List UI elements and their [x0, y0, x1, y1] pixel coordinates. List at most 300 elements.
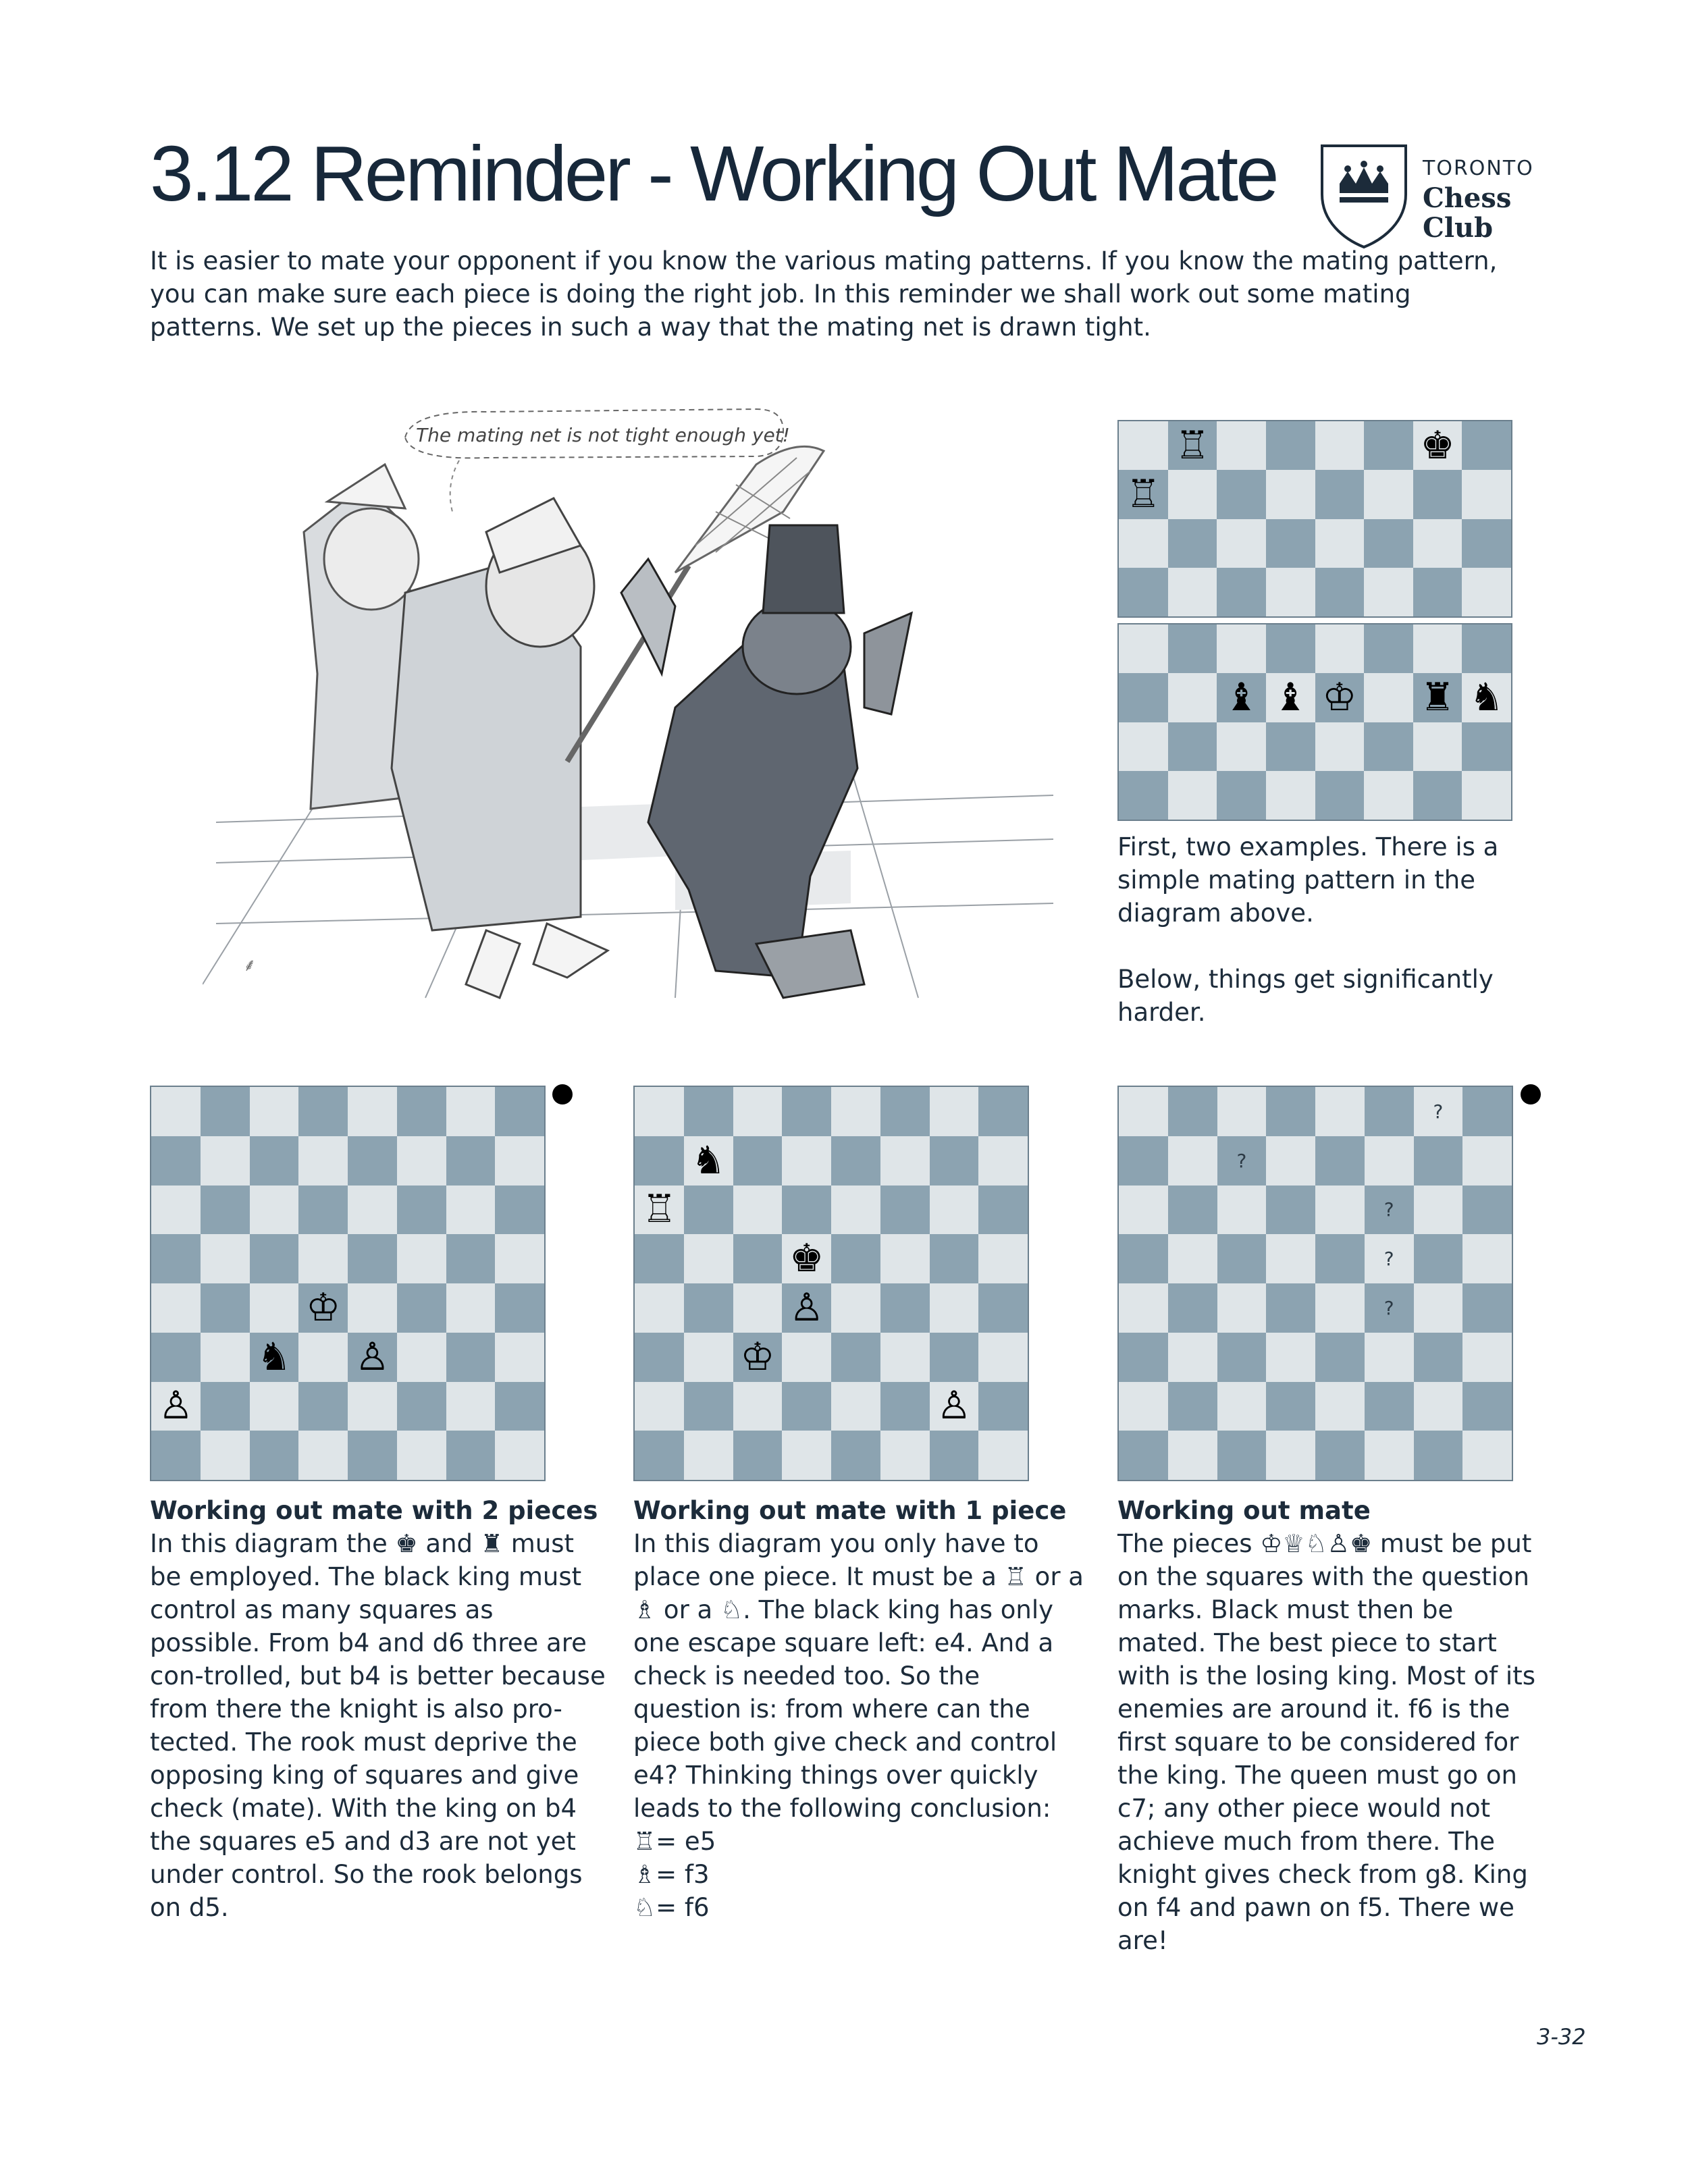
board-square	[930, 1431, 979, 1480]
board-square	[880, 1431, 930, 1480]
board-square	[1266, 421, 1315, 470]
board-square	[684, 1087, 733, 1136]
board-square	[1119, 624, 1168, 673]
board-square	[1168, 1234, 1217, 1283]
board-square	[831, 1186, 880, 1235]
board-square	[1217, 1431, 1267, 1480]
board-square	[1119, 519, 1168, 568]
board-square	[201, 1333, 250, 1382]
board-square	[1119, 421, 1168, 470]
black-bishop-icon: ♝	[1273, 674, 1308, 720]
board-square	[495, 1283, 544, 1333]
white-rook-icon: ♖	[1126, 471, 1161, 516]
white-bishop-icon: ♗	[633, 1860, 656, 1889]
board-square	[446, 1382, 496, 1431]
board-square	[978, 1283, 1028, 1333]
marker-dot	[552, 1084, 573, 1104]
column-heading: Working out mate with 1 piece	[633, 1496, 1067, 1525]
board-square	[1217, 1186, 1267, 1235]
board-square	[1119, 1234, 1168, 1283]
board-square	[151, 1382, 201, 1431]
board-square	[1266, 470, 1315, 518]
board-square	[298, 1087, 348, 1136]
board-square	[1168, 1136, 1217, 1186]
board-square	[1119, 1186, 1168, 1235]
board-square	[1217, 1136, 1267, 1186]
board-example-1	[1117, 420, 1512, 618]
board-square	[348, 1283, 397, 1333]
board-square	[397, 1333, 446, 1382]
board-square	[880, 1382, 930, 1431]
board-square	[733, 1333, 783, 1382]
board-square	[1168, 470, 1217, 518]
board-square	[250, 1136, 299, 1186]
board-square	[348, 1234, 397, 1283]
board-square	[1266, 1234, 1315, 1283]
white-rook-icon: ♖	[641, 1187, 677, 1232]
board-square	[930, 1333, 979, 1382]
white-pawn-icon: ♙	[937, 1383, 972, 1429]
page-number: 3-32	[1537, 2024, 1586, 2050]
white-pawn-icon: ♙	[354, 1334, 390, 1379]
board-square	[250, 1087, 299, 1136]
board-square	[782, 1382, 831, 1431]
board-square	[1266, 673, 1315, 722]
board-square	[880, 1136, 930, 1186]
board-square	[684, 1283, 733, 1333]
cartoon-illustration	[203, 390, 1067, 1011]
board-square	[733, 1136, 783, 1186]
board-square	[1414, 1333, 1463, 1382]
board-square	[1217, 1283, 1267, 1333]
board-square	[1462, 771, 1511, 820]
board-square	[1365, 1333, 1414, 1382]
board-square	[782, 1087, 831, 1136]
board-square	[1365, 1136, 1414, 1186]
board-square	[782, 1186, 831, 1235]
side-text-paragraph-1: First, two examples. There is a simple mating pattern in the diagram above.	[1117, 832, 1499, 928]
column-two-pieces	[150, 1494, 609, 1924]
board-square	[684, 1333, 733, 1382]
black-knight-icon: ♞	[257, 1334, 292, 1379]
board-square	[733, 1087, 783, 1136]
board-square	[1462, 470, 1511, 518]
board-square	[1462, 519, 1511, 568]
board-square	[1365, 1186, 1414, 1235]
board-square	[1266, 1431, 1315, 1480]
board-square	[298, 1382, 348, 1431]
board-square	[397, 1382, 446, 1431]
board-square	[1462, 1431, 1512, 1480]
board-square	[1315, 722, 1365, 771]
board-square	[635, 1333, 684, 1382]
board-square	[635, 1087, 684, 1136]
board-square	[831, 1382, 880, 1431]
board-square	[1266, 1333, 1315, 1382]
board-square	[1315, 771, 1365, 820]
board-square	[495, 1186, 544, 1235]
board-square	[880, 1333, 930, 1382]
board-square	[1168, 673, 1217, 722]
logo-line-club: Club	[1423, 212, 1494, 244]
board-square	[733, 1186, 783, 1235]
board-square	[1364, 421, 1413, 470]
board-square	[1414, 1431, 1463, 1480]
board-square	[1315, 568, 1365, 616]
board-square	[1168, 519, 1217, 568]
side-text	[1117, 830, 1523, 1029]
board-square	[151, 1333, 201, 1382]
board-square	[831, 1431, 880, 1480]
board-square	[1413, 722, 1462, 771]
marker-dot	[1521, 1084, 1541, 1104]
board-square	[1413, 421, 1462, 470]
board-square	[1119, 1283, 1168, 1333]
board-square	[250, 1333, 299, 1382]
board-square	[831, 1283, 880, 1333]
board-square	[1315, 1186, 1365, 1235]
answer-knight: ♘= f6	[633, 1893, 710, 1922]
board-square	[1217, 1234, 1267, 1283]
board-square	[930, 1382, 979, 1431]
board-two-pieces	[150, 1086, 546, 1481]
board-square	[1315, 1431, 1365, 1480]
board-square	[1315, 1283, 1365, 1333]
board-square	[1119, 673, 1168, 722]
board-square	[201, 1087, 250, 1136]
board-square	[397, 1234, 446, 1283]
intro-paragraph: It is easier to mate your opponent if you know the various mating patterns. If you know the mating pattern, you can make sure each piece is doing the right job. In this reminder we shall work out some mating patterns. We set up the pieces in such a way that the mating net is drawn tight.	[150, 246, 1498, 342]
board-square	[880, 1186, 930, 1235]
board-square	[201, 1382, 250, 1431]
board-square	[1168, 568, 1217, 616]
board-square	[1168, 1186, 1217, 1235]
board-square	[1315, 1333, 1365, 1382]
board-square	[201, 1136, 250, 1186]
piece-set-icon: ♔♕♘♙♚	[1260, 1529, 1373, 1558]
board-square	[782, 1136, 831, 1186]
board-square	[201, 1431, 250, 1480]
black-king-icon: ♚	[395, 1529, 418, 1558]
board-square	[1217, 470, 1266, 518]
board-square	[1119, 568, 1168, 616]
board-square	[1217, 1333, 1267, 1382]
board-square	[1168, 1333, 1217, 1382]
board-square	[1364, 470, 1413, 518]
board-square	[635, 1382, 684, 1431]
board-square	[348, 1186, 397, 1235]
board-square	[684, 1431, 733, 1480]
board-square	[930, 1136, 979, 1186]
white-pawn-icon: ♙	[158, 1383, 193, 1429]
board-square	[1217, 421, 1266, 470]
board-square	[250, 1382, 299, 1431]
board-square	[298, 1136, 348, 1186]
column-body: The pieces ♔♕♘♙♚ must be put on the squares with the question marks. Black must then be mated. The best piece to start with is the losing king. Most of its enemies are around it. f6 is the first square to be considered for the king. The queen must go on c7; any other piece would not achieve much from there. The knight gives check from g8. King on f4 and pawn on f5. There we are!	[1117, 1529, 1535, 1955]
board-one-piece	[633, 1086, 1029, 1481]
board-square	[978, 1087, 1028, 1136]
board-square	[1414, 1283, 1463, 1333]
board-square	[1462, 1283, 1512, 1333]
board-square	[1462, 1382, 1512, 1431]
board-square	[930, 1283, 979, 1333]
board-square	[1168, 1283, 1217, 1333]
column-heading: Working out mate with 2 pieces	[150, 1496, 598, 1525]
board-square	[397, 1186, 446, 1235]
board-square	[635, 1431, 684, 1480]
board-square	[1217, 568, 1266, 616]
white-rook-icon: ♖	[1175, 423, 1210, 468]
board-square	[1266, 1283, 1315, 1333]
board-square	[1413, 771, 1462, 820]
board-square	[1119, 771, 1168, 820]
board-square	[1217, 722, 1266, 771]
board-square	[978, 1431, 1028, 1480]
board-square	[733, 1431, 783, 1480]
board-square	[1413, 470, 1462, 518]
board-square	[446, 1136, 496, 1186]
board-square	[1364, 673, 1413, 722]
board-square	[1266, 1186, 1315, 1235]
board-square	[978, 1186, 1028, 1235]
board-square	[397, 1431, 446, 1480]
board-square	[201, 1234, 250, 1283]
board-working-out-mate	[1117, 1086, 1513, 1481]
board-square	[151, 1283, 201, 1333]
board-square	[1315, 673, 1365, 722]
board-square	[1364, 568, 1413, 616]
board-square	[1365, 1234, 1414, 1283]
speech-bubble-text: The mating net is not tight enough yet!	[416, 424, 790, 446]
black-bishop-icon: ♝	[1224, 674, 1259, 720]
board-square	[831, 1136, 880, 1186]
board-square	[1414, 1136, 1463, 1186]
board-square	[684, 1136, 733, 1186]
logo-line-toronto: TORONTO	[1423, 157, 1534, 180]
board-square	[1168, 1087, 1217, 1136]
board-square	[1266, 1087, 1315, 1136]
board-square	[1364, 722, 1413, 771]
board-square	[1413, 519, 1462, 568]
crown-shield-icon	[1317, 142, 1411, 250]
board-square	[151, 1234, 201, 1283]
board-square	[635, 1186, 684, 1235]
board-square	[201, 1186, 250, 1235]
board-square	[1364, 624, 1413, 673]
board-square	[1266, 1136, 1315, 1186]
board-square	[151, 1431, 201, 1480]
board-square	[495, 1087, 544, 1136]
board-square	[930, 1234, 979, 1283]
board-square	[635, 1283, 684, 1333]
board-square	[1168, 1431, 1217, 1480]
board-square	[495, 1333, 544, 1382]
white-king-icon: ♔	[740, 1334, 775, 1379]
board-square	[978, 1136, 1028, 1186]
board-square	[298, 1431, 348, 1480]
black-rook-icon: ♜	[480, 1529, 503, 1558]
board-square	[782, 1234, 831, 1283]
board-square	[1315, 1382, 1365, 1431]
board-square	[1119, 1382, 1168, 1431]
board-square	[1315, 1136, 1365, 1186]
board-square	[250, 1283, 299, 1333]
board-square	[1168, 771, 1217, 820]
board-square	[397, 1136, 446, 1186]
board-square	[782, 1333, 831, 1382]
board-square	[1168, 1382, 1217, 1431]
board-square	[930, 1186, 979, 1235]
board-square	[1462, 673, 1511, 722]
board-square	[446, 1186, 496, 1235]
board-square	[684, 1186, 733, 1235]
board-square	[831, 1333, 880, 1382]
white-rook-icon: ♖	[1004, 1562, 1027, 1591]
board-square	[1365, 1087, 1414, 1136]
board-square	[1414, 1087, 1463, 1136]
board-square	[1462, 722, 1511, 771]
board-square	[1119, 1136, 1168, 1186]
logo-line-chess: Chess	[1423, 182, 1512, 214]
black-knight-icon: ♞	[691, 1138, 726, 1183]
board-square	[1217, 624, 1266, 673]
question-mark: ?	[1383, 1248, 1394, 1271]
white-pawn-icon: ♙	[789, 1285, 824, 1330]
column-one-piece	[633, 1494, 1092, 1924]
board-square	[1217, 1382, 1267, 1431]
white-bishop-icon: ♗	[633, 1595, 656, 1624]
board-square	[1119, 1431, 1168, 1480]
board-square	[1315, 421, 1365, 470]
board-square	[930, 1087, 979, 1136]
answer-rook: ♖= e5	[633, 1827, 716, 1856]
board-square	[1413, 568, 1462, 616]
board-square	[201, 1283, 250, 1333]
board-square	[446, 1087, 496, 1136]
board-square	[831, 1234, 880, 1283]
board-square	[978, 1382, 1028, 1431]
board-square	[151, 1087, 201, 1136]
board-square	[250, 1431, 299, 1480]
board-square	[1266, 519, 1315, 568]
board-square	[446, 1431, 496, 1480]
board-square	[397, 1087, 446, 1136]
board-square	[250, 1234, 299, 1283]
board-square	[1217, 519, 1266, 568]
board-square	[151, 1186, 201, 1235]
side-text-paragraph-2: Below, things get significantly harder.	[1117, 965, 1494, 1027]
board-square	[348, 1136, 397, 1186]
board-square	[978, 1234, 1028, 1283]
board-square	[1365, 1382, 1414, 1431]
board-square	[298, 1234, 348, 1283]
board-square	[782, 1431, 831, 1480]
board-square	[1315, 1234, 1365, 1283]
board-square	[1365, 1283, 1414, 1333]
board-square	[397, 1283, 446, 1333]
board-square	[684, 1234, 733, 1283]
board-square	[495, 1431, 544, 1480]
board-square	[495, 1136, 544, 1186]
black-knight-icon: ♞	[1469, 674, 1504, 720]
board-square	[1462, 568, 1511, 616]
board-square	[1168, 722, 1217, 771]
board-square	[1119, 1333, 1168, 1382]
black-king-icon: ♚	[1420, 423, 1455, 468]
board-square	[1462, 1333, 1512, 1382]
column-body: In this diagram the ♚ and ♜ must be employed. The black king must control as many squares as possible. From b4 and d6 three are con-trolled, but b4 is better because from there the knight is also pro-tected. The rook must deprive the opposing king of squares and give check (mate). With the king on b4 the squares e5 and d3 are not yet under control. So the rook belongs on d5.	[150, 1529, 606, 1922]
black-rook-icon: ♜	[1420, 674, 1455, 720]
board-square	[298, 1333, 348, 1382]
board-square	[348, 1431, 397, 1480]
board-square	[684, 1382, 733, 1431]
board-square	[1266, 568, 1315, 616]
board-example-2	[1117, 623, 1512, 821]
board-square	[348, 1382, 397, 1431]
board-square	[446, 1283, 496, 1333]
board-square	[1315, 470, 1365, 518]
board-square	[782, 1283, 831, 1333]
board-square	[1168, 624, 1217, 673]
answer-bishop: ♗= f3	[633, 1860, 710, 1889]
column-working-out-mate	[1117, 1494, 1550, 1957]
black-king-icon: ♚	[789, 1236, 824, 1281]
board-square	[1217, 1087, 1267, 1136]
club-logo	[1317, 142, 1560, 250]
board-square	[1413, 624, 1462, 673]
board-square	[1462, 1234, 1512, 1283]
white-king-icon: ♔	[1322, 674, 1357, 720]
board-square	[1462, 421, 1511, 470]
board-square	[446, 1333, 496, 1382]
board-square	[1315, 1087, 1365, 1136]
white-king-icon: ♔	[306, 1285, 341, 1330]
question-mark: ?	[1236, 1149, 1247, 1172]
board-square	[1462, 1087, 1512, 1136]
white-rook-icon: ♖	[633, 1827, 656, 1856]
board-square	[733, 1234, 783, 1283]
board-square	[1364, 771, 1413, 820]
board-square	[1168, 421, 1217, 470]
column-body: In this diagram you only have to place one piece. It must be a ♖ or a ♗ or a ♘. The black king has only one escape square left: e4. And a check is needed too. So the question is: from where can the piece both give check and control e4? Thinking things over quickly leads to the following conclusion:	[633, 1529, 1084, 1823]
board-square	[1266, 624, 1315, 673]
board-square	[1462, 624, 1511, 673]
board-square	[733, 1382, 783, 1431]
board-square	[1119, 1087, 1168, 1136]
board-square	[495, 1234, 544, 1283]
board-square	[1364, 519, 1413, 568]
board-square	[151, 1136, 201, 1186]
white-knight-icon: ♘	[633, 1893, 656, 1922]
board-square	[1217, 771, 1266, 820]
board-square	[635, 1136, 684, 1186]
board-square	[1413, 673, 1462, 722]
board-square	[880, 1087, 930, 1136]
svg-text:⸙: ⸙	[243, 955, 257, 976]
board-square	[250, 1186, 299, 1235]
board-square	[1119, 722, 1168, 771]
board-square	[1414, 1186, 1463, 1235]
board-square	[978, 1333, 1028, 1382]
question-mark: ?	[1433, 1100, 1444, 1123]
board-square	[446, 1234, 496, 1283]
board-square	[1266, 1382, 1315, 1431]
question-mark: ?	[1383, 1198, 1394, 1221]
board-square	[733, 1283, 783, 1333]
column-heading: Working out mate	[1117, 1496, 1371, 1525]
board-square	[1266, 771, 1315, 820]
board-square	[1315, 519, 1365, 568]
